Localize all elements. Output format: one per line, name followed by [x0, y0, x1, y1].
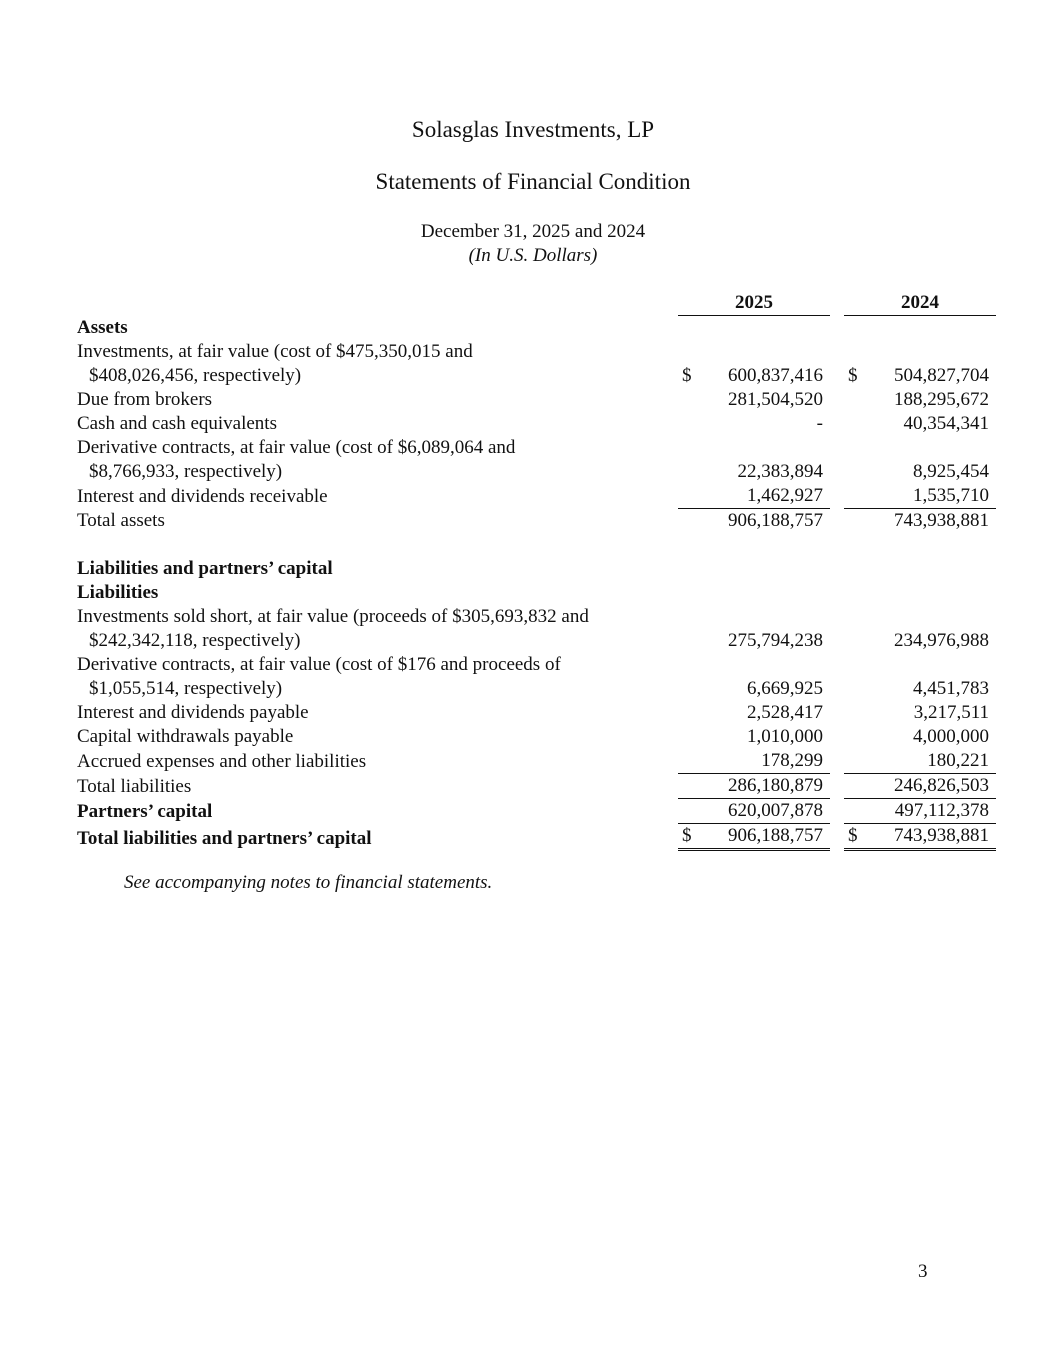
total-liabilities-2025: 286,180,879 [712, 774, 830, 799]
table-row [77, 653, 996, 677]
partners-capital-label: Partners’ capital [77, 801, 213, 822]
table-row [77, 340, 996, 364]
partners-capital-row [77, 799, 996, 824]
financial-condition-table [77, 291, 996, 851]
currency-note: (In U.S. Dollars) [468, 245, 598, 266]
sold-short-2025: 275,794,238 [728, 630, 823, 651]
assets-heading-row [77, 316, 996, 340]
currency-symbol: $ [844, 824, 878, 851]
withdrawals-payable-2024: 4,000,000 [913, 726, 989, 747]
withdrawals-payable-2025: 1,010,000 [747, 726, 823, 747]
liability-derivatives-label-line1: Derivative contracts, at fair value (cost of $176 and proceeds of [77, 654, 561, 675]
accrued-expenses-2025: 178,299 [712, 749, 830, 774]
table-row [77, 725, 996, 749]
table-row [77, 436, 996, 460]
company-name: Solasglas Investments, LP [411, 117, 655, 142]
currency-symbol: $ [682, 365, 692, 386]
liability-derivatives-2024: 4,451,783 [913, 678, 989, 699]
accrued-expenses-2024: 180,221 [878, 749, 996, 774]
total-liabilities-2024: 246,826,503 [878, 774, 996, 799]
due-from-brokers-2024: 188,295,672 [894, 389, 989, 410]
interest-payable-2025: 2,528,417 [747, 702, 823, 723]
assets-heading: Assets [77, 317, 128, 338]
interest-receivable-2024: 1,535,710 [878, 484, 996, 509]
total-assets-label: Total assets [77, 510, 165, 531]
partners-capital-2024: 497,112,378 [878, 799, 996, 824]
liabilities-heading: Liabilities [77, 582, 159, 603]
investments-2025: 600,837,416 [728, 365, 823, 386]
table-row [77, 484, 996, 509]
footnote: See accompanying notes to financial statements. [124, 872, 493, 893]
total-liabilities-row [77, 774, 996, 799]
asset-derivatives-label-line1: Derivative contracts, at fair value (cost of $6,089,064 and [77, 437, 516, 458]
liabilities-capital-heading: Liabilities and partners’ capital [77, 558, 333, 579]
asset-derivatives-2025: 22,383,894 [737, 461, 823, 482]
statement-title: Statements of Financial Condition [375, 169, 691, 194]
withdrawals-payable-label: Capital withdrawals payable [77, 726, 294, 747]
table-row [77, 364, 996, 388]
grand-total-label: Total liabilities and partners’ capital [77, 828, 372, 849]
grand-total-2024: 743,938,881 [878, 824, 996, 851]
column-header-2025: 2025 [678, 291, 830, 316]
sold-short-label-line1: Investments sold short, at fair value (proceeds of $305,693,832 and [77, 606, 589, 627]
accrued-expenses-label: Accrued expenses and other liabilities [77, 751, 367, 772]
cash-label: Cash and cash equivalents [77, 413, 277, 434]
total-assets-2025: 906,188,757 [728, 510, 823, 531]
liabilities-section-heading-row [77, 557, 996, 581]
page-number: 3 [918, 1261, 928, 1282]
column-header-row [77, 291, 996, 316]
liabilities-heading-row [77, 581, 996, 605]
table-row [77, 749, 996, 774]
grand-total-2025: 906,188,757 [712, 824, 830, 851]
currency-symbol: $ [678, 824, 712, 851]
liability-derivatives-label-line2: $1,055,514, respectively) [89, 678, 283, 699]
total-liabilities-label: Total liabilities [77, 776, 192, 797]
interest-receivable-2025: 1,462,927 [712, 484, 830, 509]
asset-derivatives-label-line2: $8,766,933, respectively) [89, 461, 283, 482]
column-header-2024: 2024 [844, 291, 996, 316]
total-assets-row [77, 509, 996, 533]
currency-symbol: $ [848, 365, 858, 386]
spacer-row [77, 533, 996, 557]
interest-receivable-label: Interest and dividends receivable [77, 486, 328, 507]
investments-label-line1: Investments, at fair value (cost of $475,350,015 and [77, 341, 473, 362]
investments-2024: 504,827,704 [894, 365, 989, 386]
statement-date: December 31, 2025 and 2024 [420, 221, 646, 242]
table-row [77, 460, 996, 484]
liability-derivatives-2025: 6,669,925 [747, 678, 823, 699]
table-row [77, 388, 996, 412]
partners-capital-2025: 620,007,878 [712, 799, 830, 824]
investments-label-line2: $408,026,456, respectively) [89, 365, 302, 386]
table-row [77, 701, 996, 725]
total-assets-2024: 743,938,881 [894, 510, 989, 531]
cash-2024: 40,354,341 [903, 413, 989, 434]
grand-total-row [77, 824, 996, 851]
interest-payable-label: Interest and dividends payable [77, 702, 309, 723]
due-from-brokers-2025: 281,504,520 [728, 389, 823, 410]
table-row [77, 677, 996, 701]
table-row [77, 412, 996, 436]
interest-payable-2024: 3,217,511 [913, 702, 989, 723]
asset-derivatives-2024: 8,925,454 [913, 461, 989, 482]
table-row [77, 605, 996, 629]
sold-short-label-line2: $242,342,118, respectively) [89, 630, 301, 651]
sold-short-2024: 234,976,988 [894, 630, 989, 651]
due-from-brokers-label: Due from brokers [77, 389, 213, 410]
table-row [77, 629, 996, 653]
cash-2025: - [816, 413, 823, 434]
